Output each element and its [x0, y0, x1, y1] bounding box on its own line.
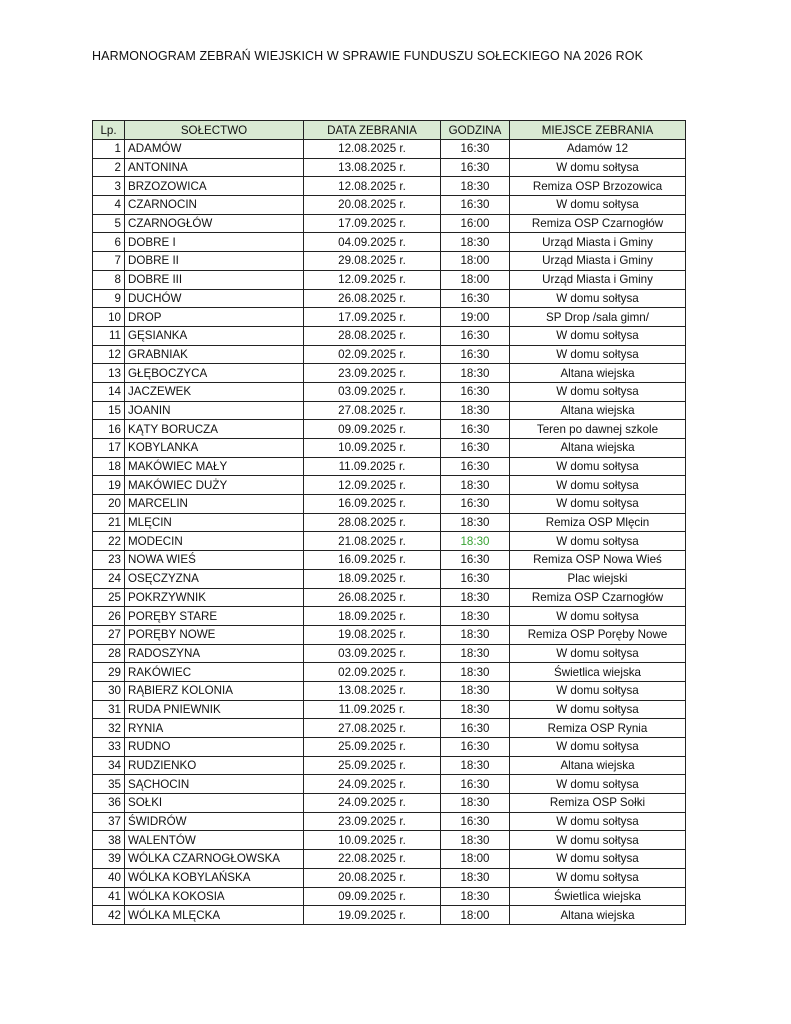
meeting-date: 02.09.2025 r. — [304, 663, 441, 682]
solectwo-name: DUCHÓW — [125, 289, 304, 308]
solectwo-name: PORĘBY NOWE — [125, 625, 304, 644]
meeting-date: 04.09.2025 r. — [304, 233, 441, 252]
solectwo-name: MLĘCIN — [125, 513, 304, 532]
meeting-date: 17.09.2025 r. — [304, 308, 441, 327]
meeting-hour: 16:00 — [441, 214, 510, 233]
meeting-date: 28.08.2025 r. — [304, 326, 441, 345]
table-row — [93, 513, 686, 532]
row-number: 42 — [93, 906, 125, 925]
table-row — [93, 214, 686, 233]
meeting-hour: 18:30 — [441, 177, 510, 196]
meeting-hour: 18:30 — [441, 588, 510, 607]
meeting-hour: 18:30 — [441, 700, 510, 719]
row-number: 32 — [93, 719, 125, 738]
solectwo-name: POKRZYWNIK — [125, 588, 304, 607]
column-header-place: MIEJSCE ZEBRANIA — [510, 121, 686, 140]
solectwo-name: WALENTÓW — [125, 831, 304, 850]
table-row — [93, 738, 686, 757]
solectwo-name: RĄBIERZ KOLONIA — [125, 681, 304, 700]
solectwo-name: JACZEWEK — [125, 382, 304, 401]
meeting-hour: 18:30 — [441, 756, 510, 775]
table-header-row — [93, 121, 686, 140]
meeting-place: Plac wiejski — [510, 569, 686, 588]
meeting-place: Remiza OSP Nowa Wieś — [510, 551, 686, 570]
table-row — [93, 663, 686, 682]
row-number: 37 — [93, 812, 125, 831]
row-number: 9 — [93, 289, 125, 308]
solectwo-name: SOŁKI — [125, 794, 304, 813]
table-row — [93, 252, 686, 271]
table-row — [93, 364, 686, 383]
meeting-hour: 16:30 — [441, 775, 510, 794]
meeting-place: W domu sołtysa — [510, 196, 686, 215]
table-row — [93, 495, 686, 514]
meeting-date: 03.09.2025 r. — [304, 644, 441, 663]
meeting-place: W domu sołtysa — [510, 289, 686, 308]
meeting-date: 13.08.2025 r. — [304, 681, 441, 700]
meeting-date: 24.09.2025 r. — [304, 794, 441, 813]
meeting-place: W domu sołtysa — [510, 607, 686, 626]
meeting-date: 27.08.2025 r. — [304, 401, 441, 420]
meeting-place: SP Drop /sala gimn/ — [510, 308, 686, 327]
solectwo-name: RUDA PNIEWNIK — [125, 700, 304, 719]
meeting-place: Altana wiejska — [510, 401, 686, 420]
meeting-hour: 18:30 — [441, 476, 510, 495]
meeting-hour: 18:30 — [441, 663, 510, 682]
meeting-date: 22.08.2025 r. — [304, 850, 441, 869]
row-number: 20 — [93, 495, 125, 514]
solectwo-name: DROP — [125, 308, 304, 327]
meeting-place: W domu sołtysa — [510, 326, 686, 345]
row-number: 5 — [93, 214, 125, 233]
row-number: 23 — [93, 551, 125, 570]
table-row — [93, 420, 686, 439]
solectwo-name: WÓLKA CZARNOGŁOWSKA — [125, 850, 304, 869]
meeting-place: Remiza OSP Czarnogłów — [510, 214, 686, 233]
meeting-date: 27.08.2025 r. — [304, 719, 441, 738]
table-row — [93, 289, 686, 308]
solectwo-name: WÓLKA KOKOSIA — [125, 887, 304, 906]
meeting-hour: 16:30 — [441, 158, 510, 177]
meeting-date: 24.09.2025 r. — [304, 775, 441, 794]
meeting-hour: 16:30 — [441, 457, 510, 476]
table-row — [93, 644, 686, 663]
row-number: 4 — [93, 196, 125, 215]
row-number: 36 — [93, 794, 125, 813]
meeting-place: Urząd Miasta i Gminy — [510, 252, 686, 271]
meeting-date: 13.08.2025 r. — [304, 158, 441, 177]
meeting-place: W domu sołtysa — [510, 700, 686, 719]
row-number: 2 — [93, 158, 125, 177]
row-number: 26 — [93, 607, 125, 626]
meeting-place: Remiza OSP Mlęcin — [510, 513, 686, 532]
meeting-date: 16.09.2025 r. — [304, 495, 441, 514]
meeting-place: Remiza OSP Rynia — [510, 719, 686, 738]
row-number: 19 — [93, 476, 125, 495]
meeting-hour: 16:30 — [441, 140, 510, 159]
meeting-hour: 16:30 — [441, 439, 510, 458]
table-row — [93, 551, 686, 570]
meeting-date: 19.08.2025 r. — [304, 625, 441, 644]
meeting-date: 25.09.2025 r. — [304, 756, 441, 775]
table-row — [93, 625, 686, 644]
meeting-date: 19.09.2025 r. — [304, 906, 441, 925]
solectwo-name: GRABNIAK — [125, 345, 304, 364]
meeting-date: 16.09.2025 r. — [304, 551, 441, 570]
meeting-place: W domu sołtysa — [510, 158, 686, 177]
meeting-place: W domu sołtysa — [510, 850, 686, 869]
meeting-hour: 18:30 — [441, 831, 510, 850]
table-row — [93, 850, 686, 869]
row-number: 34 — [93, 756, 125, 775]
row-number: 22 — [93, 532, 125, 551]
row-number: 14 — [93, 382, 125, 401]
table-row — [93, 681, 686, 700]
schedule-table — [92, 120, 686, 925]
row-number: 16 — [93, 420, 125, 439]
meeting-hour: 16:30 — [441, 382, 510, 401]
table-row — [93, 158, 686, 177]
row-number: 17 — [93, 439, 125, 458]
solectwo-name: RUDNO — [125, 738, 304, 757]
solectwo-name: RUDZIENKO — [125, 756, 304, 775]
meeting-date: 26.08.2025 r. — [304, 289, 441, 308]
table-row — [93, 868, 686, 887]
solectwo-name: RADOSZYNA — [125, 644, 304, 663]
table-row — [93, 812, 686, 831]
solectwo-name: RAKÓWIEC — [125, 663, 304, 682]
meeting-date: 23.09.2025 r. — [304, 812, 441, 831]
row-number: 6 — [93, 233, 125, 252]
meeting-place: W domu sołtysa — [510, 681, 686, 700]
meeting-place: W domu sołtysa — [510, 812, 686, 831]
table-row — [93, 532, 686, 551]
meeting-date: 10.09.2025 r. — [304, 831, 441, 850]
table-row — [93, 401, 686, 420]
solectwo-name: DOBRE III — [125, 270, 304, 289]
meeting-place: W domu sołtysa — [510, 532, 686, 551]
table-row — [93, 700, 686, 719]
meeting-place: W domu sołtysa — [510, 457, 686, 476]
meeting-place: Altana wiejska — [510, 364, 686, 383]
solectwo-name: CZARNOGŁÓW — [125, 214, 304, 233]
row-number: 33 — [93, 738, 125, 757]
meeting-hour: 19:00 — [441, 308, 510, 327]
solectwo-name: MAKÓWIEC MAŁY — [125, 457, 304, 476]
meeting-hour: 16:30 — [441, 289, 510, 308]
table-row — [93, 794, 686, 813]
solectwo-name: CZARNOCIN — [125, 196, 304, 215]
row-number: 28 — [93, 644, 125, 663]
solectwo-name: DOBRE II — [125, 252, 304, 271]
meeting-date: 28.08.2025 r. — [304, 513, 441, 532]
meeting-hour: 16:30 — [441, 196, 510, 215]
table-row — [93, 177, 686, 196]
table-row — [93, 588, 686, 607]
solectwo-name: GĘSIANKA — [125, 326, 304, 345]
meeting-date: 12.08.2025 r. — [304, 140, 441, 159]
solectwo-name: WÓLKA KOBYLAŃSKA — [125, 868, 304, 887]
meeting-hour: 18:30 — [441, 607, 510, 626]
table-row — [93, 270, 686, 289]
row-number: 7 — [93, 252, 125, 271]
meeting-date: 03.09.2025 r. — [304, 382, 441, 401]
meeting-place: Urząd Miasta i Gminy — [510, 270, 686, 289]
row-number: 41 — [93, 887, 125, 906]
solectwo-name: DOBRE I — [125, 233, 304, 252]
column-header-date: DATA ZEBRANIA — [304, 121, 441, 140]
meeting-date: 12.08.2025 r. — [304, 177, 441, 196]
meeting-hour: 16:30 — [441, 812, 510, 831]
solectwo-name: GŁĘBOCZYCA — [125, 364, 304, 383]
table-row — [93, 457, 686, 476]
meeting-date: 18.09.2025 r. — [304, 607, 441, 626]
meeting-hour: 16:30 — [441, 738, 510, 757]
meeting-date: 09.09.2025 r. — [304, 887, 441, 906]
table-row — [93, 476, 686, 495]
row-number: 1 — [93, 140, 125, 159]
table-row — [93, 906, 686, 925]
meeting-date: 26.08.2025 r. — [304, 588, 441, 607]
row-number: 31 — [93, 700, 125, 719]
meeting-hour: 18:30 — [441, 625, 510, 644]
table-row — [93, 382, 686, 401]
meeting-date: 12.09.2025 r. — [304, 270, 441, 289]
table-row — [93, 345, 686, 364]
meeting-place: W domu sołtysa — [510, 345, 686, 364]
row-number: 3 — [93, 177, 125, 196]
meeting-place: Altana wiejska — [510, 756, 686, 775]
meeting-place: W domu sołtysa — [510, 495, 686, 514]
table-row — [93, 756, 686, 775]
meeting-place: W domu sołtysa — [510, 476, 686, 495]
row-number: 21 — [93, 513, 125, 532]
meeting-date: 02.09.2025 r. — [304, 345, 441, 364]
meeting-hour: 16:30 — [441, 551, 510, 570]
table-row — [93, 569, 686, 588]
meeting-hour: 16:30 — [441, 420, 510, 439]
meeting-date: 20.08.2025 r. — [304, 868, 441, 887]
row-number: 13 — [93, 364, 125, 383]
table-row — [93, 887, 686, 906]
row-number: 12 — [93, 345, 125, 364]
solectwo-name: WÓLKA MLĘCKA — [125, 906, 304, 925]
meeting-place: W domu sołtysa — [510, 775, 686, 794]
row-number: 24 — [93, 569, 125, 588]
solectwo-name: PORĘBY STARE — [125, 607, 304, 626]
meeting-hour: 18:30 — [441, 681, 510, 700]
meeting-hour: 18:30 — [441, 513, 510, 532]
solectwo-name: BRZOZOWICA — [125, 177, 304, 196]
meeting-hour: 16:30 — [441, 569, 510, 588]
meeting-date: 10.09.2025 r. — [304, 439, 441, 458]
meeting-hour: 18:30 — [441, 364, 510, 383]
meeting-hour: 18:00 — [441, 906, 510, 925]
row-number: 27 — [93, 625, 125, 644]
row-number: 38 — [93, 831, 125, 850]
meeting-place: Remiza OSP Sołki — [510, 794, 686, 813]
meeting-date: 11.09.2025 r. — [304, 700, 441, 719]
table-row — [93, 607, 686, 626]
meeting-date: 18.09.2025 r. — [304, 569, 441, 588]
meeting-hour: 18:00 — [441, 850, 510, 869]
solectwo-name: MODECIN — [125, 532, 304, 551]
row-number: 11 — [93, 326, 125, 345]
meeting-place: Remiza OSP Brzozowica — [510, 177, 686, 196]
meeting-place: Adamów 12 — [510, 140, 686, 159]
table-row — [93, 775, 686, 794]
row-number: 15 — [93, 401, 125, 420]
meeting-hour: 16:30 — [441, 345, 510, 364]
row-number: 30 — [93, 681, 125, 700]
meeting-place: Świetlica wiejska — [510, 663, 686, 682]
solectwo-name: RYNIA — [125, 719, 304, 738]
solectwo-name: ADAMÓW — [125, 140, 304, 159]
meeting-date: 23.09.2025 r. — [304, 364, 441, 383]
row-number: 40 — [93, 868, 125, 887]
meeting-place: Remiza OSP Poręby Nowe — [510, 625, 686, 644]
table-row — [93, 326, 686, 345]
meeting-date: 25.09.2025 r. — [304, 738, 441, 757]
solectwo-name: MAKÓWIEC DUŻY — [125, 476, 304, 495]
solectwo-name: NOWA WIEŚ — [125, 551, 304, 570]
meeting-hour: 18:30 — [441, 794, 510, 813]
meeting-date: 17.09.2025 r. — [304, 214, 441, 233]
solectwo-name: MARCELIN — [125, 495, 304, 514]
table-row — [93, 196, 686, 215]
meeting-hour: 18:30 — [441, 644, 510, 663]
meeting-hour: 18:30 — [441, 532, 510, 551]
row-number: 8 — [93, 270, 125, 289]
column-header-solectwo: SOŁECTWO — [125, 121, 304, 140]
meeting-place: W domu sołtysa — [510, 831, 686, 850]
meeting-place: Teren po dawnej szkole — [510, 420, 686, 439]
meeting-hour: 16:30 — [441, 719, 510, 738]
table-row — [93, 233, 686, 252]
meeting-hour: 18:30 — [441, 233, 510, 252]
meeting-place: Świetlica wiejska — [510, 887, 686, 906]
row-number: 25 — [93, 588, 125, 607]
row-number: 35 — [93, 775, 125, 794]
meeting-hour: 16:30 — [441, 326, 510, 345]
meeting-place: Urząd Miasta i Gminy — [510, 233, 686, 252]
meeting-hour: 18:00 — [441, 252, 510, 271]
solectwo-name: ANTONINA — [125, 158, 304, 177]
meeting-hour: 18:30 — [441, 401, 510, 420]
solectwo-name: KOBYLANKA — [125, 439, 304, 458]
meeting-place: Altana wiejska — [510, 906, 686, 925]
meeting-hour: 18:30 — [441, 868, 510, 887]
meeting-hour: 16:30 — [441, 495, 510, 514]
solectwo-name: OSĘCZYZNA — [125, 569, 304, 588]
meeting-place: W domu sołtysa — [510, 644, 686, 663]
table-row — [93, 719, 686, 738]
solectwo-name: KĄTY BORUCZA — [125, 420, 304, 439]
document-title: HARMONOGRAM ZEBRAŃ WIEJSKICH W SPRAWIE FUNDUSZU SOŁECKIEGO NA 2026 ROK — [92, 49, 644, 63]
meeting-hour: 18:00 — [441, 270, 510, 289]
meeting-date: 09.09.2025 r. — [304, 420, 441, 439]
table-row — [93, 439, 686, 458]
row-number: 39 — [93, 850, 125, 869]
meeting-place: W domu sołtysa — [510, 738, 686, 757]
table-row — [93, 140, 686, 159]
table-row — [93, 308, 686, 327]
table-row — [93, 831, 686, 850]
column-header-lp: Lp. — [93, 121, 125, 140]
solectwo-name: JOANIN — [125, 401, 304, 420]
solectwo-name: SĄCHOCIN — [125, 775, 304, 794]
meeting-date: 20.08.2025 r. — [304, 196, 441, 215]
meeting-date: 21.08.2025 r. — [304, 532, 441, 551]
meeting-date: 29.08.2025 r. — [304, 252, 441, 271]
meeting-date: 11.09.2025 r. — [304, 457, 441, 476]
column-header-hour: GODZINA — [441, 121, 510, 140]
row-number: 10 — [93, 308, 125, 327]
solectwo-name: ŚWIDRÓW — [125, 812, 304, 831]
meeting-place: Altana wiejska — [510, 439, 686, 458]
meeting-date: 12.09.2025 r. — [304, 476, 441, 495]
meeting-place: W domu sołtysa — [510, 382, 686, 401]
row-number: 18 — [93, 457, 125, 476]
meeting-place: W domu sołtysa — [510, 868, 686, 887]
meeting-place: Remiza OSP Czarnogłów — [510, 588, 686, 607]
row-number: 29 — [93, 663, 125, 682]
meeting-hour: 18:30 — [441, 887, 510, 906]
